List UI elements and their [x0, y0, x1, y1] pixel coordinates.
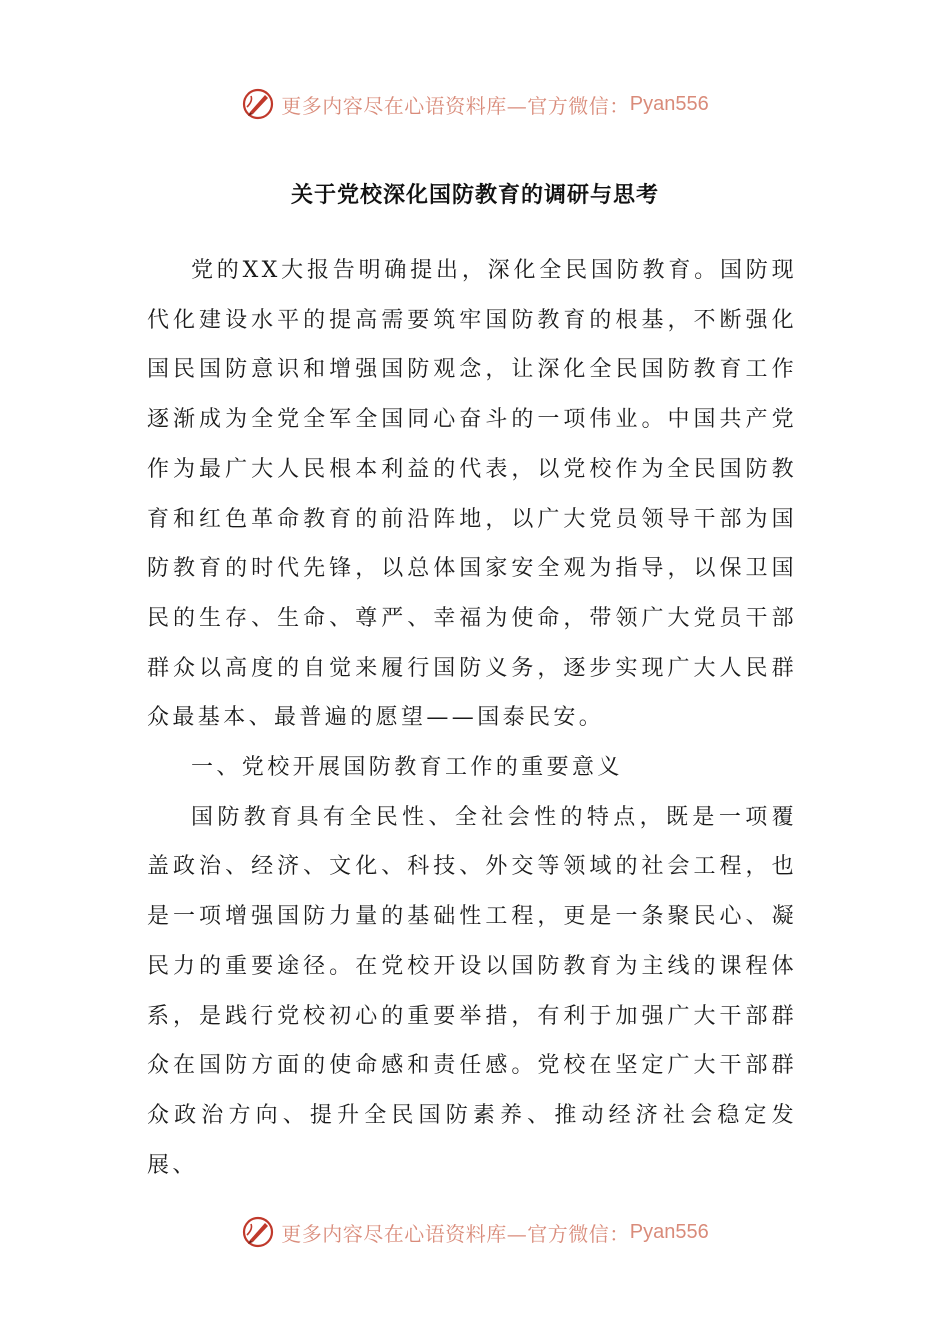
- document-body: [147, 246, 797, 1190]
- section-heading-1: 一、党校开展国防教育工作的重要意义: [191, 755, 623, 781]
- banner-wechat-id: Pyan556: [629, 92, 709, 115]
- quill-pen-logo-icon: [241, 87, 275, 121]
- paragraph-intro: 党的XX大报告明确提出，深化全民国防教育。国防现代化建设水平的提高需要筑牢国防教育的根基，不断强化国民国防意识和增强国防观念，让深化全民国防教育工作逐渐成为全党全军全国同心奋斗的一项伟业。中国共产党作为最广大人民根本利益的代表，以党校作为全民国防教育和红色革命教育的前沿阵地，以广大党员领导干部为国防教育的时代先锋，以总体国家安全观为指导，以保卫国民的生存、生命、尊严、幸福为使命，带领广大党员干部群众以高度的自觉来履行国防义务，逐步实现广大人民群众最基本、最普遍的愿望——国泰民安。: [147, 258, 797, 731]
- quill-pen-logo-icon: [241, 1215, 275, 1249]
- paragraph-section-1: 国防教育具有全民性、全社会性的特点，既是一项覆盖政治、经济、文化、科技、外交等领域的社会工程，也是一项增强国防力量的基础性工程，更是一条聚民心、凝民力的重要途径。在党校开设以国防教育为主线的课程体系，是践行党校初心的重要举措，有利于加强广大干部群众在国防方面的使命感和责任感。党校在坚定广大干部群众政治方向、提升全民国防素养、推动经济社会稳定发展、: [147, 804, 797, 1178]
- header-banner: [0, 84, 950, 124]
- document-title: 关于党校深化国防教育的调研与思考: [290, 182, 659, 208]
- banner-text: 更多内容尽在心语资料库—官方微信：: [281, 1221, 630, 1246]
- footer-banner: [0, 1212, 950, 1252]
- banner-wechat-id: Pyan556: [629, 1220, 709, 1243]
- banner-text: 更多内容尽在心语资料库—官方微信：: [281, 93, 630, 118]
